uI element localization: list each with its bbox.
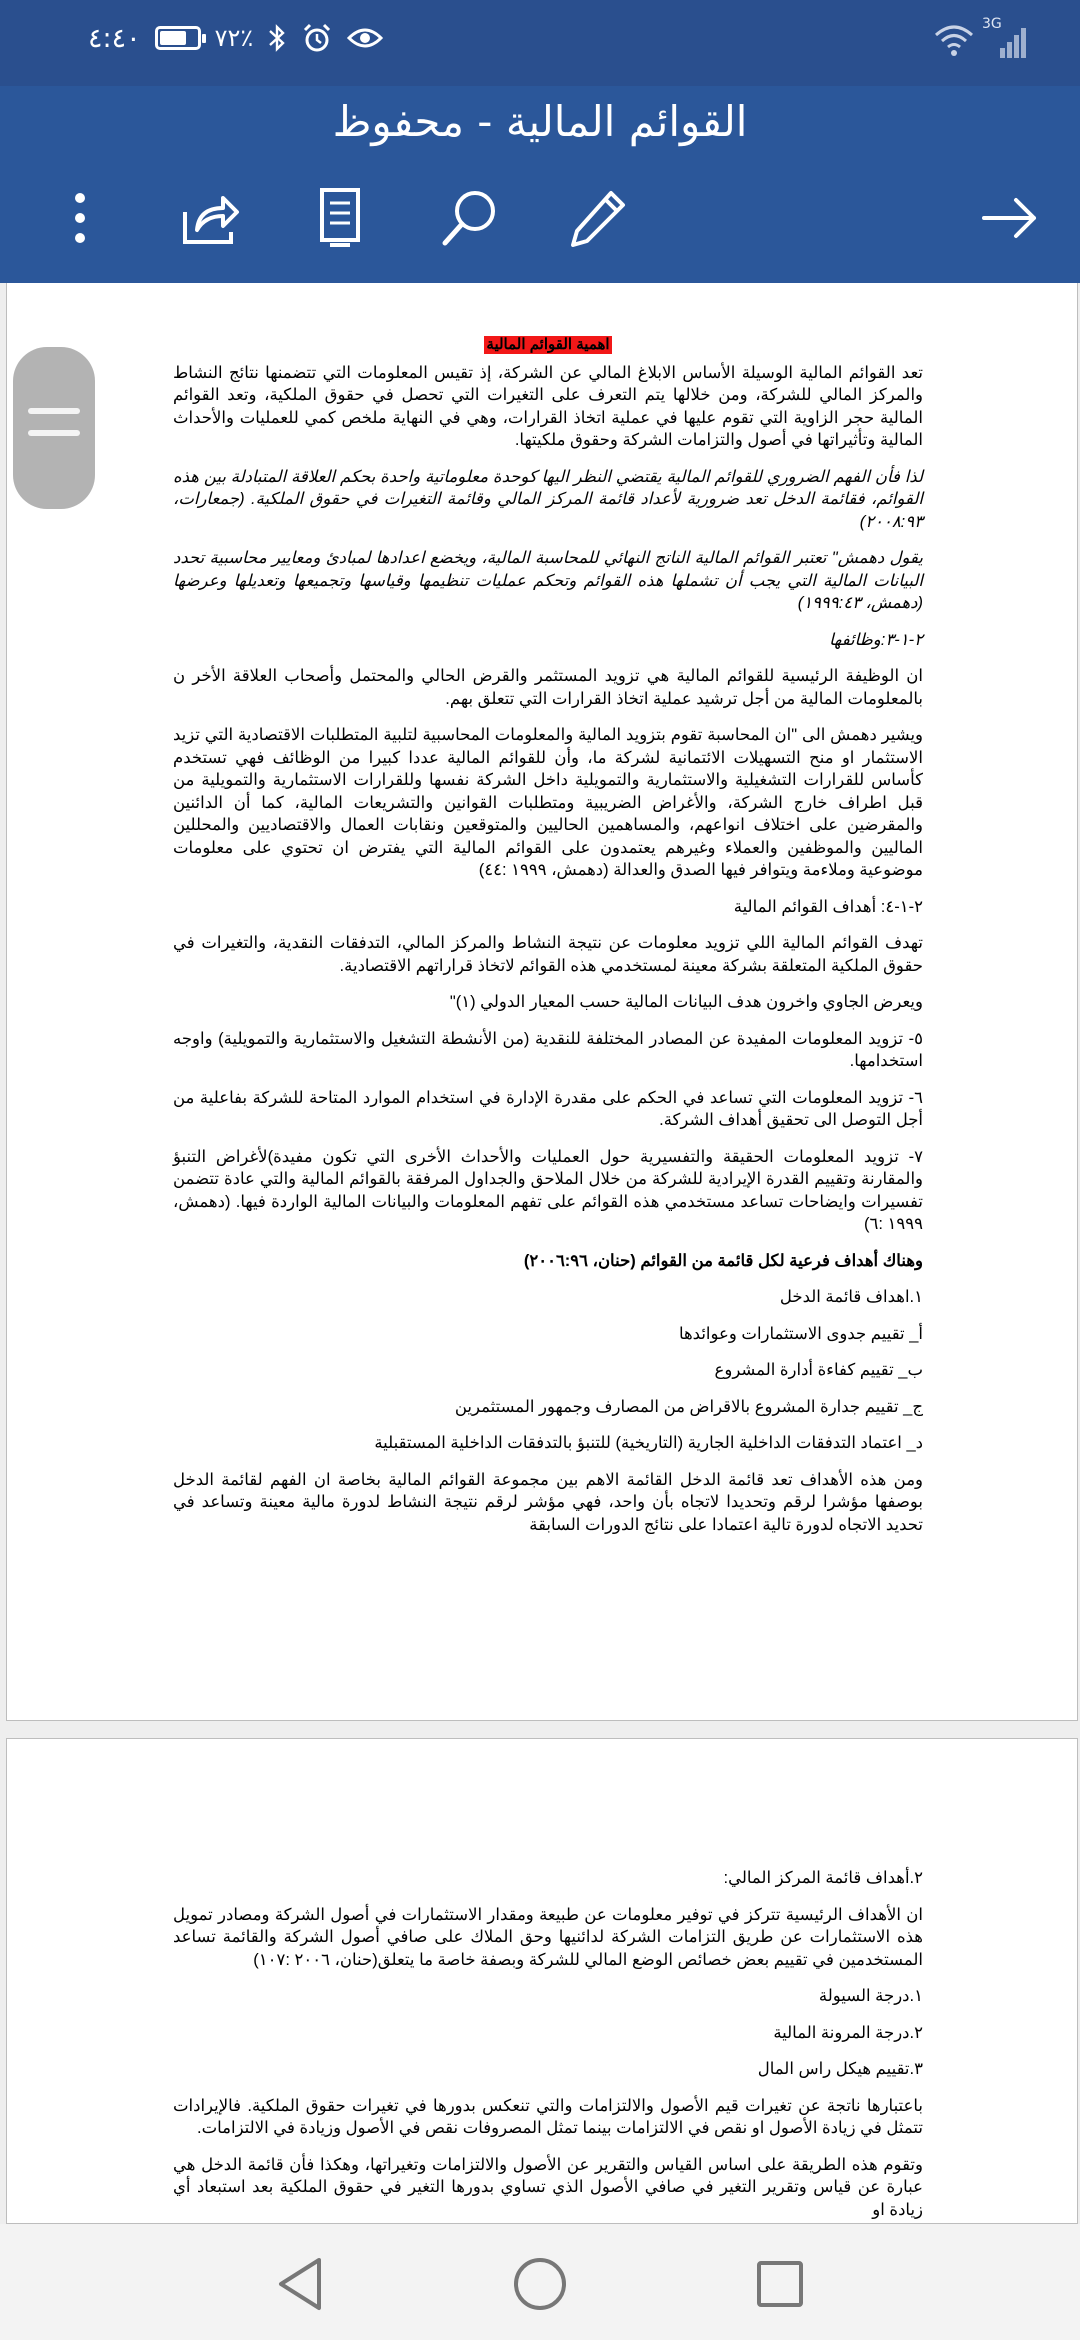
list-item: أ_ تقييم جدوى الاستثمارات وعوائدها: [678, 1324, 923, 1343]
more-options-button[interactable]: [38, 176, 122, 260]
handle-line: [28, 408, 80, 414]
network-type: 3G: [982, 16, 1002, 32]
page-1-content: [173, 333, 923, 1550]
signal-icon: [982, 16, 1028, 60]
back-icon: [275, 2256, 325, 2312]
home-button[interactable]: [508, 2252, 572, 2316]
paragraph: يقول دهمش" تعتبر القوائم المالية الناتج النهائي للمحاسبة المالية، ويخضع اعدادها لمبادئ ومعايير محاسبية تحدد البيانات المالية التي يجب أن تشملها هذه القوائم وتحكم عمليات تنظيمها وقياسها وتجميعها وتعديلها وعرضها (دهمش، ١٩٩٩:٤٣): [173, 549, 923, 612]
reading-view-icon: [318, 187, 362, 249]
paragraph: لذا فأن الفهم الضروري للقوائم المالية يقتضي النظر اليها كوحدة معلوماتية واحدة بحكم العلاقة المتبادلة بين هذه القوائم، فقائمة الدخل تعد ضرورية لأعداد قائمة المركز المالي وقائمة التغيرات في حقوق الملكية. (جمعارات، ٢٠٠٨:٩٣): [173, 467, 923, 531]
paragraph: ٧- تزويد المعلومات الحقيقة والتفسيرية حول العمليات والأحداث الأخرى التي تكون مفيدة)لأغراض التنبؤ والمقارنة وتقييم القدرة الإيرادية للشركة من خلال الملاحق والجداول المرفقة بالقوائم المالية والتي عادة تتضمن تفسيرات وايضاحات تساعد مستخدمي هذه القوائم على تفهم المعلومات والبيانات المالية الواردة فيها. (دهمش، ١٩٩٩ :٦): [173, 1147, 923, 1233]
status-right-group: [934, 16, 1028, 60]
alarm-icon: [301, 22, 333, 54]
paragraph: ويشير دهمش الى "ان المحاسبة تقوم بتزويد المالية والمعلومات المحاسبية لتلبية المتطلبات الاقتصادية التي تزيد الاستثمار او منح التسهيلات الائتمانية لشركة ما، وأن للقوائم المالية عددا كبيرا من الوظائف فهي تستخدم كأساس للقرارات التشغيلية والاستثمارية والتمويلية داخل الشركة نفسها وللقرارات الاستثمارية والتمويلية من قبل اطراف خارج الشركة، والأغراض الضريبية ومتطلبات القوانين والتشريعات المالية، كما أن الدائنين والمقرضين على اختلاف انواعهم، والمساهمين الحاليين والمتوقعين ونقابات العمال والاقتصاديين والمحللين الماليين والموظفين والعملاء وغيرهم يعتمدون على القوائم المالية التي يفترض ان تحتوي على معلومات موضوعية وملاءمة ويتوافر فيها الصدق والعدالة (دهمش، ١٩٩٩ :٤٤): [173, 726, 923, 879]
list-item: د_ اعتماد التدفقات الداخلية الجارية (التاريخية) للتنبؤ بالتدفقات الداخلية المستقبلية: [374, 1434, 923, 1452]
paragraph: ان الأهداف الرئيسية تتركز في توفير معلومات عن طبيعة ومقدار الاستثمارات في أصول الشركة ومصادر تمويل هذه الاستثمارات عن طريق التزامات الشركة لدائنيها وحق الملاك على صافي أصول الشركة والقائمة تساعد المستخدمين في تقييم بعض خصائص الوضع المالي للشركة وبصفة خاصة ما يتعلق(حنان، ٢٠٠٦ :١٠٧): [173, 1905, 923, 1969]
paragraph: ٥- تزويد المعلومات المفيدة عن المصادر المختلفة للنقدية (من الأنشطة التشغيل والاستثمارية والتمويلية) واوجه استخدامها.: [173, 1029, 923, 1070]
share-icon: [179, 188, 241, 248]
document-page-1: [6, 283, 1078, 1721]
list-item: ٣.تقييم هيكل راس المال: [757, 2060, 923, 2078]
status-left-group: [88, 22, 383, 54]
section-heading: اهمية القوائم المالية: [486, 336, 610, 353]
scroll-handle[interactable]: [13, 347, 95, 509]
back-button[interactable]: [268, 2252, 332, 2316]
edit-icon: [567, 187, 629, 249]
forward-button[interactable]: [968, 176, 1052, 260]
subheading: ٢.أهداف قائمة المركز المالي:: [723, 1869, 923, 1887]
bluetooth-icon: [267, 23, 287, 53]
paragraph: ٦- تزويد المعلومات التي تساعد في الحكم على مقدرة الإدارة في استخدام الموارد المتاحة للشركة بفاعلية من أجل التوصل الى تحقيق أهداف الشركة.: [173, 1088, 923, 1129]
list-item: ٢.درجة المرونة المالية: [773, 2023, 923, 2042]
document-page-2: [6, 1738, 1078, 2224]
document-title: القوائم المالية - محفوظ: [332, 97, 748, 146]
battery-icon: [155, 26, 201, 50]
paragraph: باعتبارها ناتجة عن تغيرات قيم الأصول والالتزامات والتي تنعكس بدورها في تغيرات حقوق الملكية. فالإيرادات تتمثل في زيادة الأصول او نقص في الالتزامات بينما تمثل المصروفات نقص في الأصول وزيادة في الالتزامات.: [173, 2096, 923, 2137]
paragraph: وتقوم هذه الطريقة على اساس القياس والتقرير عن الأصول والالتزامات وتغيراتها، وهكذا فأن قائمة الدخل هي عبارة عن قياس وتقرير التغير في صافي الأصول الذي تساوي بدورها التغير في حقوق الملكية بعد استبعاد أي زيادة او: [173, 2155, 923, 2219]
reading-view-button[interactable]: [298, 176, 382, 260]
edit-button[interactable]: [556, 176, 640, 260]
handle-line: [28, 430, 80, 436]
battery-level: [160, 31, 186, 45]
list-item: ١.درجة السيولة: [818, 1987, 923, 2005]
page-2-content: [173, 1867, 923, 2224]
paragraph: ويعرض الجاوي واخرون هدف البيانات المالية حسب المعيار الدولي (١)": [449, 993, 923, 1011]
more-vert-icon: [70, 190, 90, 246]
paragraph: وهناك أهداف فرعية لكل قائمة من القوائم (حنان، ٢٠٠٦:٩٦): [523, 1251, 923, 1270]
search-icon: [439, 187, 501, 249]
forward-arrow-icon: [980, 196, 1040, 240]
list-item: ب_ تقييم كفاءة أدارة المشروع: [714, 1361, 923, 1379]
paragraph: ان الوظيفة الرئيسية للقوائم المالية هي تزويد المستثمر والقرض الحالي والمحتمل وأصحاب العلاقة الأخر ن بالمعلومات المالية من أجل ترشيد عملية اتخاذ القرارات التي تتعلق بهم.: [173, 667, 923, 708]
list-item: ١.اهداف قائمة الدخل: [779, 1288, 923, 1306]
search-button[interactable]: [428, 176, 512, 260]
app-bar: [0, 86, 1080, 283]
paragraph: تهدف القوائم المالية اللي تزويد معلومات عن نتيجة النشاط والمركز المالي، التدفقات النقدية، والتغيرات في حقوق الملكية المتعلقة بشركة معينة لمستخدمي هذه القوائم لاتخاذ قراراتهم الاقتصادية.: [173, 934, 923, 975]
status-bar: [0, 0, 1080, 86]
recents-icon: [755, 2259, 805, 2309]
eye-icon: [347, 24, 383, 52]
share-button[interactable]: [168, 176, 252, 260]
clock: ٤:٤٠: [88, 22, 141, 54]
paragraph: ومن هذه الأهداف تعد قائمة الدخل القائمة الاهم بين مجموعة القوائم المالية بخاصة ان الفهم لقائمة الدخل بوصفها مؤشرا لرقم وتحديدا لاتجاه بأن واحد، فهي مؤشر لرقم نتيجة النشاط لدورة مالية معينة وتساعد في تحديد الاتجاه لدورة تالية اعتمادا على نتائج الدورات السابقة: [173, 1470, 923, 1534]
battery-percent: ٧٢٪: [214, 24, 254, 52]
wifi-icon: [934, 23, 974, 57]
paragraph: تعد القوائم المالية الوسيلة الأساس الابلاغ المالي عن الشركة، إذ تقيس المعلومات التي تتضمنها نتائج النشاط والمركز المالي للشركة، ومن خلالها يتم التعرف على التغيرات التي تحصل في حقوق الملكية، وتعد القوائم المالية حجر الزاوية التي تقوم عليها في عملية اتخاذ القرارات، وهي في النهاية ملخص كمي للعمليات والأحداث المالية وتأثيراتها في أصول والتزامات الشركة وحقوق ملكيتها.: [173, 363, 923, 449]
home-icon: [512, 2256, 568, 2312]
recents-button[interactable]: [748, 2252, 812, 2316]
list-item: ج_ تقييم جدارة المشروع بالاقراض من المصارف وجمهور المستثمرين: [454, 1397, 923, 1416]
subheading: ٢-١-٣:وظائفها: [829, 630, 923, 649]
subheading: ٢-١-٤: أهداف القوائم المالية: [733, 897, 923, 916]
navigation-bar: [0, 2224, 1080, 2340]
